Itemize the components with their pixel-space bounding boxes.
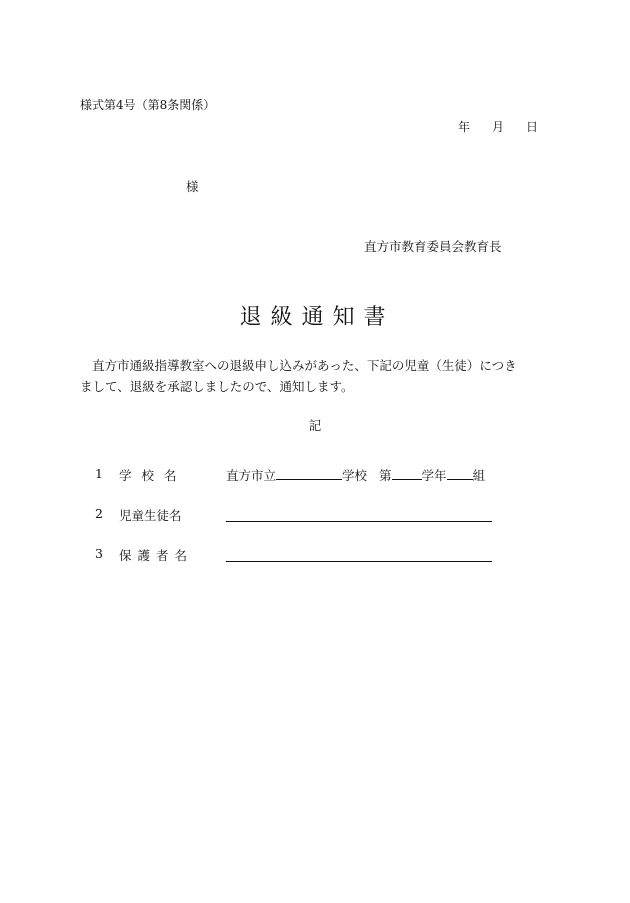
item-label-guardian: 保護者名	[119, 548, 194, 563]
body-line-1: 直方市通級指導教室への退級申し込みがあった、下記の児童（生徒）につき	[92, 358, 517, 373]
date-day-label: 日	[526, 120, 539, 134]
school-field	[226, 466, 485, 484]
school-suffix: 学校	[342, 468, 368, 483]
class-blank[interactable]	[447, 466, 473, 480]
school-prefix: 直方市立	[226, 468, 277, 483]
date-line	[458, 118, 538, 135]
recipient-suffix: 様	[186, 179, 199, 194]
body-line-2: まして、退級を承認しましたので、通知します。	[80, 379, 354, 394]
document-title: 退級通知書	[239, 305, 395, 330]
issuer-name: 直方市教育委員会教育長	[364, 239, 502, 254]
item-number: 2	[95, 506, 103, 521]
grade-suffix: 学年	[421, 468, 447, 483]
ki-heading: 記	[308, 418, 322, 433]
item-label-student: 児童生徒名	[119, 508, 182, 523]
student-name-blank[interactable]	[226, 521, 492, 522]
date-month-label: 月	[492, 120, 505, 134]
item-label-school: 学校名	[119, 468, 187, 483]
grade-blank[interactable]	[392, 466, 422, 480]
item-number: 3	[95, 546, 103, 561]
item-number: 1	[95, 466, 103, 481]
form-number: 様式第4号（第8条関係）	[80, 98, 216, 112]
date-year-label: 年	[458, 120, 471, 134]
class-suffix: 組	[472, 468, 486, 483]
school-name-blank[interactable]	[276, 466, 342, 480]
body-text	[80, 355, 550, 397]
grade-prefix: 第	[379, 468, 392, 483]
guardian-name-blank[interactable]	[226, 561, 492, 562]
